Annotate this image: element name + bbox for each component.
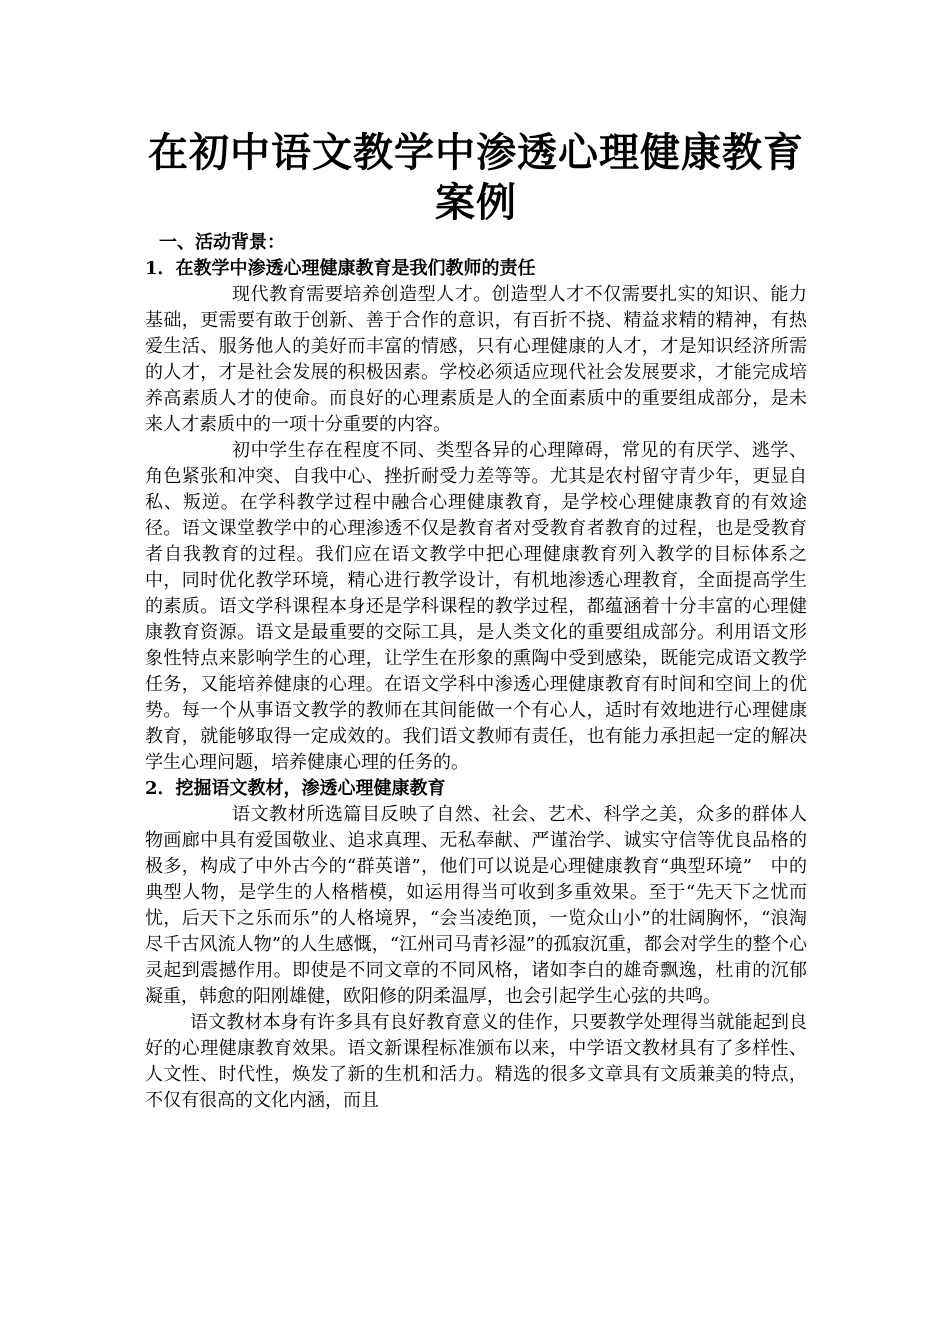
document-page <box>145 0 807 1114</box>
paragraph-1-1: 现代教育需要培养创造型人才。创造型人才不仅需要扎实的知识、能力基础，更需要有敢于创新、善于合作的意识，有百折不挠、精益求精的精神，有热爱生活、服务他人的美好而丰富的情感，只有心理健康的人才，才是知识经济所需的人才，才是社会发展的积极因素。学校必须适应现代社会发展要求，才能完成培养高素质人才的使命。而良好的心理素质是人的全面素质中的重要组成部分，是未来人才素质中的一项十分重要的内容。 <box>145 284 807 435</box>
subheading-2: 2．挖掘语文教材，渗透心理健康教育 <box>145 778 446 799</box>
section-heading: 一、活动背景： <box>159 232 285 253</box>
paragraph-2-1: 语文教材所选篇目反映了自然、社会、艺术、科学之美，众多的群体人物画廊中具有爱国敬业、追求真理、无私奉献、严谨治学、诚实守信等优良品格的极多，构成了中外古今的“群英谱”，他们可以说是心理健康教育“典型环境” 中的典型人物，是学生的人格楷模，如运用得当可收到多重效果。至于“先天下之忧而忧，后天下之乐而乐”的人格境界，“会当凌绝顶，一览众山小”的壮阔胸怀，“浪淘尽千古风流人物”的人生感慨，“江州司马青衫湿”的孤寂沉重，都会对学生的整个心灵起到震撼作用。即使是不同文章的不同风格，诸如李白的雄奇飘逸，杜甫的沉郁凝重，韩愈的阳刚雄健，欧阳修的阴柔温厚，也会引起学生心弦的共鸣。 <box>145 804 807 1007</box>
paragraph-2-2: 语文教材本身有许多具有良好教育意义的佳作，只要教学处理得当就能起到良好的心理健康教育效果。语文新课程标准颁布以来，中学语文教材具有了多样性、人文性、时代性，焕发了新的生机和活力。精选的很多文章具有文质兼美的特点，不仅有很高的文化内涵，而且 <box>145 1012 807 1111</box>
subheading-1: 1．在教学中渗透心理健康教育是我们教师的责任 <box>145 258 536 279</box>
document-title: 在初中语文教学中渗透心理健康教育案例 <box>148 129 804 226</box>
paragraph-1-2: 初中学生存在程度不同、类型各异的心理障碍，常见的有厌学、逃学、角色紧张和冲突、自我中心、挫折耐受力差等等。尤其是农村留守青少年，更显自私、叛逆。在学科教学过程中融合心理健康教育，是学校心理健康教育的有效途径。语文课堂教学中的心理渗透不仅是教育者对受教育者教育的过程，也是受教育者自我教育的过程。我们应在语文教学中把心理健康教育列入教学的目标体系之中，同时优化教学环境，精心进行教学设计，有机地渗透心理教育，全面提高学生的素质。语文学科课程本身还是学科课程的教学过程，都蕴涵着十分丰富的心理健康教育资源。语文是最重要的交际工具，是人类文化的重要组成部分。利用语文形象性特点来影响学生的心理，让学生在形象的熏陶中受到感染，既能完成语文教学任务，又能培养健康的心理。在语文学科中渗透心理健康教育有时间和空间上的优势。每一个从事语文教学的教师在其间能做一个有心人，适时有效地进行心理健康教育，就能够取得一定成效的。我们语文教师有责任，也有能力承担起一定的解决学生心理问题，培养健康心理的任务的。 <box>145 440 807 773</box>
